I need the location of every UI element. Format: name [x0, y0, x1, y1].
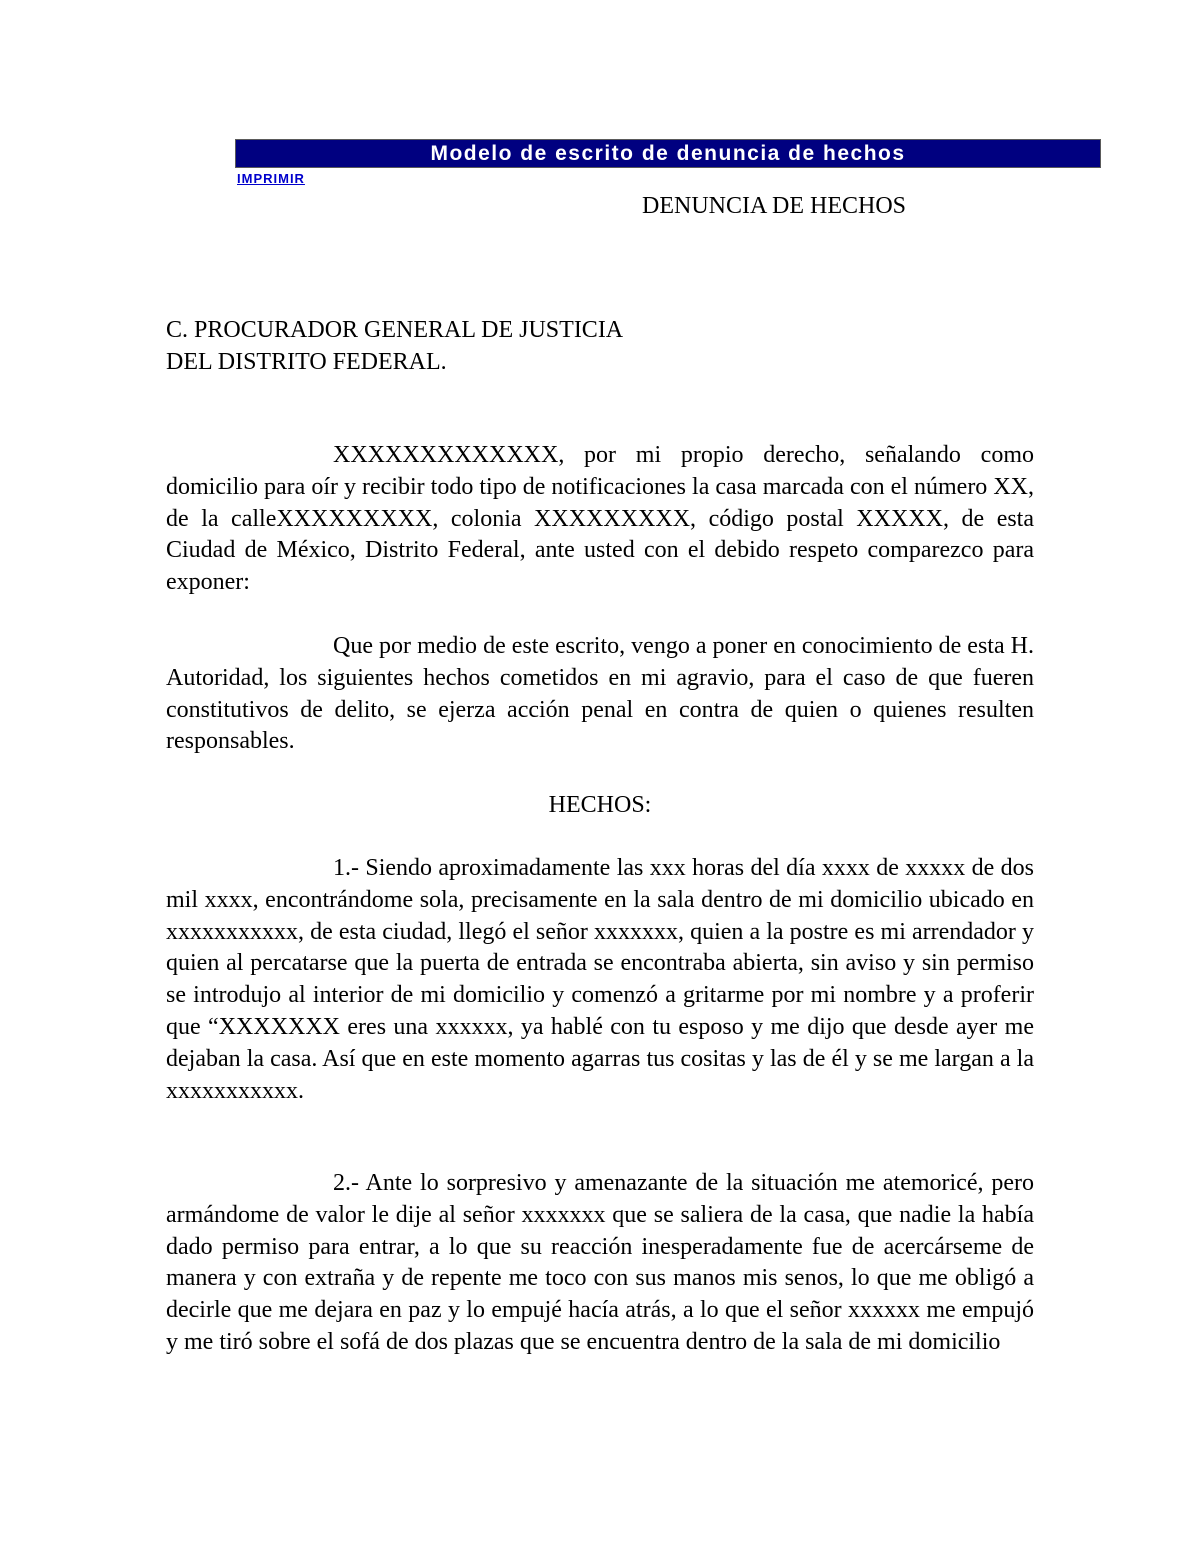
addressee-line: DEL DISTRITO FEDERAL. — [166, 349, 447, 375]
addressee-block — [166, 314, 623, 378]
fact-paragraph-2 — [166, 1168, 1034, 1359]
fact-paragraph-1 — [166, 853, 1034, 1107]
purpose-paragraph — [166, 631, 1034, 758]
addressee-line: C. PROCURADOR GENERAL DE JUSTICIA — [166, 317, 624, 343]
document-title: DENUNCIA DE HECHOS — [642, 193, 906, 219]
print-link[interactable]: IMPRIMIR — [237, 171, 305, 186]
paragraph-text: 2.- Ante lo sorpresivo y amenazante de la situación me atemoricé, pero armándome de valor le dije al señor xxxxxxx que se saliera de la casa, que nadie la había dado permiso para entrar, a lo que su reacción inesperadamente fue de acercárseme de manera y con extraña y de repente me toco con sus manos mis senos, lo que me obligó a decirle que me dejara en paz y lo empujé hacía atrás, a lo que el señor xxxxxx me empujó y me tiró sobre el sofá de dos plazas que se encuentra dentro de la sala de mi domicilio — [166, 1170, 1034, 1355]
intro-paragraph — [166, 440, 1034, 599]
paragraph-text: 1.- Siendo aproximadamente las xxx horas del día xxxx de xxxxx de dos mil xxxx, encontrándome sola, precisamente en la sala dentro de mi domicilio ubicado en xxxxxxxxxxx, de esta ciudad, llegó el señor xxxxxxx, quien a la postre es mi arrendador y quien al percatarse que la puerta de entrada se encontraba abierta, sin aviso y sin permiso se introdujo al interior de mi domicilio y comenzó a gritarme por mi nombre y a proferir que “XXXXXXX eres una xxxxxx, ya hablé con tu esposo y me dijo que desde ayer me dejaban la casa. Así que en este momento agarras tus cositas y las de él y se me largan a la xxxxxxxxxxx. — [166, 855, 1034, 1104]
page-title-bar: Modelo de escrito de denuncia de hechos — [235, 139, 1101, 168]
facts-heading: HECHOS: — [548, 792, 652, 818]
paragraph-text: XXXXXXXXXXXXX, por mi propio derecho, señalando como domicilio para oír y recibir todo tipo de notificaciones la casa marcada con el número XX, de la calleXXXXXXXXX, colonia XXXXXXXXX, código postal XXXXX, de esta Ciudad de México, Distrito Federal, ante usted con el debido respeto comparezco para exponer: — [166, 442, 1034, 596]
paragraph-text: Que por medio de este escrito, vengo a poner en conocimiento de esta H. Autoridad, los siguientes hechos cometidos en mi agravio, para el caso de que fueren constitutivos de delito, se ejerza acción penal en contra de quien o quienes resulten responsables. — [166, 633, 1034, 755]
